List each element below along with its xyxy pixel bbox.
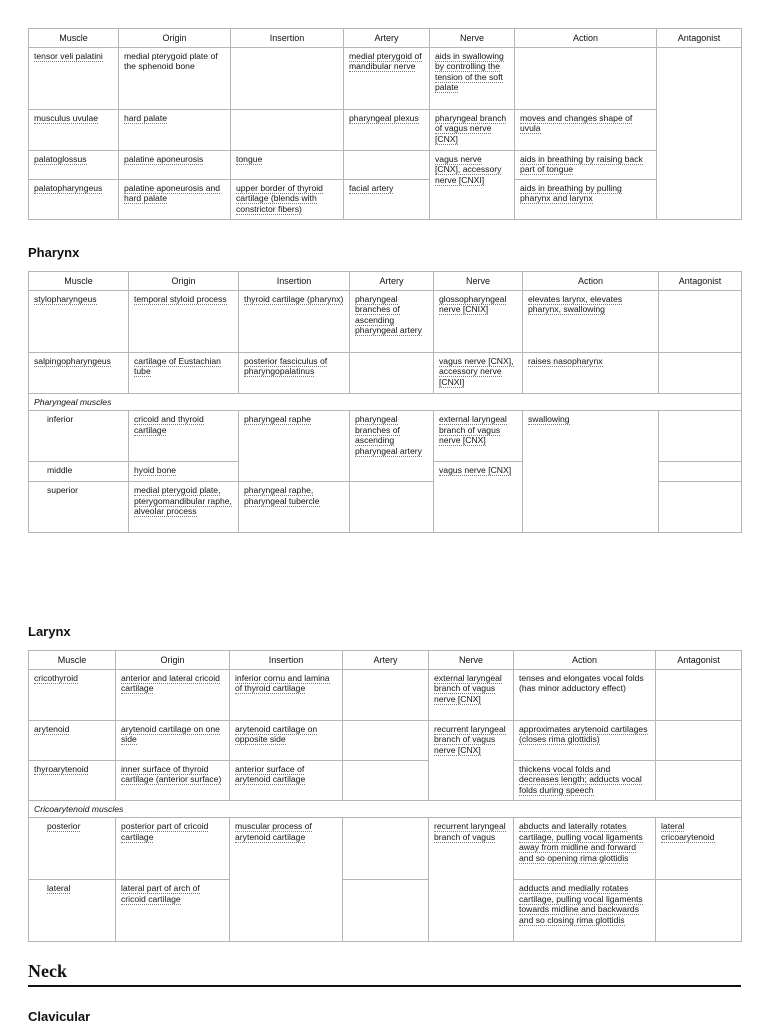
nerve-cell bbox=[434, 291, 523, 353]
insertion-cell bbox=[231, 110, 344, 151]
muscle-cell: superior bbox=[29, 482, 129, 533]
nerve-link[interactable]: external laryngeal branch of vagus nerve [CNX] bbox=[434, 673, 502, 704]
origin-link[interactable]: hard palate bbox=[124, 113, 168, 123]
insertion-cell bbox=[239, 411, 350, 482]
nerve-cell bbox=[429, 818, 514, 942]
action-cell bbox=[514, 880, 656, 942]
origin-cell bbox=[116, 761, 230, 801]
antagonist-cell bbox=[659, 291, 742, 353]
col-header-antagonist: Antagonist bbox=[657, 29, 742, 48]
muscle-link[interactable]: stylopharyngeus bbox=[34, 294, 97, 304]
artery-cell bbox=[350, 482, 434, 533]
action-link[interactable]: raises nasopharynx bbox=[528, 356, 603, 366]
nerve-cell bbox=[430, 151, 515, 220]
larynx-muscles-table bbox=[28, 650, 742, 942]
subheader-row bbox=[29, 394, 742, 411]
action-link[interactable]: approximates arytenoid cartilages (closes rima glottidis) bbox=[519, 724, 648, 745]
nerve-cell bbox=[434, 462, 523, 533]
origin-link[interactable]: hyoid bone bbox=[134, 465, 177, 476]
antagonist-cell bbox=[656, 880, 742, 942]
col-header-origin: Origin bbox=[119, 29, 231, 48]
muscle-cell bbox=[29, 48, 119, 110]
insertion-link[interactable]: upper border of thyroid cartilage (blends with constrictor fibers) bbox=[236, 183, 323, 214]
origin-link[interactable]: temporal styloid process bbox=[134, 294, 227, 304]
table-row bbox=[29, 818, 742, 880]
origin-cell bbox=[116, 880, 230, 942]
nerve-cell bbox=[429, 721, 514, 801]
action-cell bbox=[514, 818, 656, 880]
insertion-cell bbox=[239, 482, 350, 533]
nerve-link[interactable]: aids in swallowing by controlling the tension of the soft palate bbox=[435, 51, 504, 93]
muscle-link[interactable]: cricothyroid bbox=[34, 673, 78, 683]
col-header-antagonist: Antagonist bbox=[656, 651, 742, 670]
muscle-cell: inferior bbox=[29, 411, 129, 462]
insertion-link[interactable]: arytenoid cartilage on opposite side bbox=[235, 724, 318, 745]
table-row bbox=[29, 353, 742, 394]
col-header-origin: Origin bbox=[116, 651, 230, 670]
action-link[interactable]: thickens vocal folds and decreases length; adducts vocal folds during speech bbox=[519, 764, 642, 795]
insertion-link[interactable]: anterior surface of arytenoid cartilage bbox=[235, 764, 306, 785]
nerve-cell bbox=[430, 48, 515, 110]
nerve-link[interactable]: glossopharyngeal nerve [CNIX] bbox=[439, 294, 507, 315]
col-header-insertion: Insertion bbox=[231, 29, 344, 48]
insertion-cell bbox=[231, 48, 344, 110]
subheader-row bbox=[29, 801, 742, 818]
artery-cell bbox=[350, 353, 434, 394]
col-header-antagonist: Antagonist bbox=[659, 272, 742, 291]
artery-link[interactable]: pharyngeal branches of ascending pharyngeal artery bbox=[355, 414, 422, 456]
nerve-link[interactable]: pharyngeal branch of vagus nerve [CNX] bbox=[435, 113, 507, 144]
origin-link[interactable]: inner surface of thyroid cartilage (anterior surface) bbox=[121, 764, 222, 785]
col-header-nerve: Nerve bbox=[429, 651, 514, 670]
palate-muscles-table bbox=[28, 28, 742, 220]
col-header-artery: Artery bbox=[344, 29, 430, 48]
origin-link[interactable]: lateral part of arch of cricoid cartilage bbox=[121, 883, 200, 904]
col-header-artery: Artery bbox=[350, 272, 434, 291]
table-row bbox=[29, 110, 742, 151]
subheader-cricoarytenoid-muscles: Cricoarytenoid muscles bbox=[29, 801, 742, 818]
nerve-cell bbox=[434, 411, 523, 462]
artery-cell bbox=[344, 48, 430, 110]
insertion-link[interactable]: pharyngeal raphe, pharyngeal tubercle bbox=[244, 485, 320, 506]
artery-link[interactable]: facial artery bbox=[349, 183, 394, 193]
artery-link[interactable]: pharyngeal branches of ascending pharyngeal artery bbox=[355, 294, 422, 336]
origin-cell bbox=[116, 818, 230, 880]
section-divider bbox=[28, 985, 741, 987]
origin-cell bbox=[116, 670, 230, 721]
subheader-pharyngeal-muscles: Pharyngeal muscles bbox=[29, 394, 742, 411]
muscle-link[interactable]: thyroarytenoid bbox=[34, 764, 89, 774]
col-header-nerve: Nerve bbox=[434, 272, 523, 291]
artery-cell bbox=[350, 411, 434, 482]
origin-cell bbox=[129, 291, 239, 353]
antagonist-cell bbox=[659, 482, 742, 533]
artery-cell bbox=[343, 818, 429, 880]
muscle-cell bbox=[29, 353, 129, 394]
muscle-cell bbox=[29, 291, 129, 353]
antagonist-cell bbox=[656, 721, 742, 761]
muscle-cell bbox=[29, 151, 119, 180]
origin-link[interactable]: palatine aponeurosis bbox=[124, 154, 204, 164]
artery-cell bbox=[344, 151, 430, 180]
action-cell bbox=[523, 291, 659, 353]
action-cell bbox=[514, 761, 656, 801]
muscle-cell bbox=[29, 180, 119, 220]
artery-cell bbox=[344, 110, 430, 151]
action-cell bbox=[514, 721, 656, 761]
antagonist-cell bbox=[659, 411, 742, 462]
nerve-link[interactable]: vagus nerve [CNX], accessory nerve [CNXI] bbox=[439, 356, 514, 387]
nerve-link[interactable]: external laryngeal branch of vagus nerve [CNX] bbox=[439, 414, 507, 446]
table-row bbox=[29, 180, 742, 220]
origin-link[interactable]: posterior part of cricoid cartilage bbox=[121, 821, 209, 842]
nerve-link[interactable]: vagus nerve [CNX] bbox=[439, 465, 512, 476]
insertion-link[interactable]: muscular process of arytenoid cartilage bbox=[235, 821, 312, 842]
insertion-link[interactable]: posterior fasciculus of pharyngopalatinus bbox=[244, 356, 328, 377]
origin-link[interactable]: anterior and lateral cricoid cartilage bbox=[121, 673, 220, 694]
artery-cell bbox=[350, 291, 434, 353]
section-heading-pharynx: Pharynx bbox=[28, 245, 80, 260]
insertion-cell bbox=[239, 353, 350, 394]
muscle-link[interactable]: posterior bbox=[47, 821, 81, 832]
action-link[interactable]: moves and changes shape of uvula bbox=[520, 113, 633, 134]
antagonist-cell bbox=[656, 818, 742, 880]
artery-cell bbox=[343, 880, 429, 942]
insertion-cell bbox=[230, 670, 343, 721]
origin-cell bbox=[119, 151, 231, 180]
action-cell bbox=[515, 48, 657, 110]
col-header-action: Action bbox=[515, 29, 657, 48]
action-cell bbox=[515, 110, 657, 151]
table-header-row bbox=[29, 272, 742, 291]
table-header-row bbox=[29, 29, 742, 48]
muscle-cell bbox=[29, 818, 116, 880]
antagonist-link[interactable]: lateral cricoarytenoid bbox=[661, 821, 715, 842]
antagonist-cell bbox=[657, 48, 742, 220]
action-cell bbox=[523, 353, 659, 394]
table-row bbox=[29, 880, 742, 942]
nerve-cell bbox=[429, 670, 514, 721]
section-heading-neck: Neck bbox=[28, 961, 67, 981]
nerve-link[interactable]: recurrent laryngeal branch of vagus bbox=[434, 821, 506, 842]
muscle-cell bbox=[29, 670, 116, 721]
insertion-cell bbox=[230, 818, 343, 942]
insertion-link[interactable]: pharyngeal raphe bbox=[244, 414, 311, 425]
origin-cell bbox=[129, 462, 239, 482]
origin-cell: medial pterygoid plate of the sphenoid bone bbox=[119, 48, 231, 110]
antagonist-cell bbox=[659, 462, 742, 482]
nerve-cell bbox=[430, 110, 515, 151]
action-link[interactable]: swallowing bbox=[528, 414, 570, 425]
col-header-insertion: Insertion bbox=[230, 651, 343, 670]
muscle-link[interactable]: tensor veli palatini bbox=[34, 51, 103, 61]
table-header-row bbox=[29, 651, 742, 670]
table-row bbox=[29, 291, 742, 353]
pharynx-muscles-table bbox=[28, 271, 742, 533]
table-row bbox=[29, 151, 742, 180]
muscle-cell bbox=[29, 110, 119, 151]
insertion-cell bbox=[230, 721, 343, 761]
insertion-cell bbox=[230, 761, 343, 801]
action-cell bbox=[515, 180, 657, 220]
col-header-muscle: Muscle bbox=[29, 29, 119, 48]
table-row bbox=[29, 411, 742, 462]
artery-cell bbox=[343, 670, 429, 721]
action-link[interactable]: adducts and medially rotates cartilage, pulling vocal ligaments towards midline and backwards and so closing rima glottidis bbox=[519, 883, 643, 925]
origin-cell bbox=[116, 721, 230, 761]
origin-cell bbox=[129, 411, 239, 462]
muscle-cell: middle bbox=[29, 462, 129, 482]
muscle-cell bbox=[29, 880, 116, 942]
muscle-cell bbox=[29, 761, 116, 801]
origin-link[interactable]: palatine aponeurosis and hard palate bbox=[124, 183, 221, 204]
table-row bbox=[29, 670, 742, 721]
origin-link[interactable]: arytenoid cartilage on one side bbox=[121, 724, 220, 745]
action-cell: tenses and elongates vocal folds (has minor adductory effect) bbox=[514, 670, 656, 721]
action-cell bbox=[523, 411, 659, 533]
nerve-link[interactable]: recurrent laryngeal branch of vagus nerve [CNX] bbox=[434, 724, 506, 755]
table-row bbox=[29, 761, 742, 801]
muscle-link[interactable]: palatoglossus bbox=[34, 154, 87, 164]
muscle-cell bbox=[29, 721, 116, 761]
table-row bbox=[29, 48, 742, 110]
antagonist-cell bbox=[656, 670, 742, 721]
action-cell bbox=[515, 151, 657, 180]
artery-cell bbox=[344, 180, 430, 220]
col-header-muscle: Muscle bbox=[29, 272, 129, 291]
col-header-nerve: Nerve bbox=[430, 29, 515, 48]
action-link[interactable]: aids in breathing by raising back part of tongue bbox=[520, 154, 643, 175]
origin-link[interactable]: cricoid and thyroid cartilage bbox=[134, 414, 204, 435]
section-heading-clavicular: Clavicular bbox=[28, 1009, 91, 1024]
action-link[interactable]: elevates larynx, elevates pharynx, swallowing bbox=[528, 294, 623, 315]
artery-link[interactable]: pharyngeal plexus bbox=[349, 113, 419, 123]
insertion-cell bbox=[239, 291, 350, 353]
col-header-action: Action bbox=[514, 651, 656, 670]
col-header-origin: Origin bbox=[129, 272, 239, 291]
insertion-link[interactable]: inferior cornu and lamina of thyroid cartilage bbox=[235, 673, 330, 694]
antagonist-cell bbox=[659, 353, 742, 394]
artery-cell bbox=[343, 721, 429, 761]
col-header-insertion: Insertion bbox=[239, 272, 350, 291]
insertion-link[interactable]: thyroid cartilage (pharynx) bbox=[244, 294, 344, 304]
origin-cell bbox=[129, 353, 239, 394]
insertion-link[interactable]: tongue bbox=[236, 154, 263, 164]
action-link[interactable]: aids in breathing by pulling pharynx and larynx bbox=[520, 183, 622, 204]
origin-link[interactable]: cartilage of Eustachian tube bbox=[134, 356, 221, 377]
muscle-link[interactable]: arytenoid bbox=[34, 724, 70, 734]
section-heading-larynx: Larynx bbox=[28, 624, 71, 639]
nerve-cell bbox=[434, 353, 523, 394]
artery-link[interactable]: medial pterygoid of mandibular nerve bbox=[349, 51, 422, 72]
action-link[interactable]: abducts and laterally rotates cartilage, pulling vocal ligaments away from midline and forward and so opening rima glottidis bbox=[519, 821, 643, 863]
origin-cell bbox=[119, 180, 231, 220]
antagonist-cell bbox=[656, 761, 742, 801]
muscle-link[interactable]: musculus uvulae bbox=[34, 113, 99, 123]
muscle-link[interactable]: palatopharyngeus bbox=[34, 183, 103, 193]
origin-cell bbox=[119, 110, 231, 151]
col-header-action: Action bbox=[523, 272, 659, 291]
origin-link[interactable]: medial pterygoid plate, pterygomandibular raphe, alveolar process bbox=[134, 485, 232, 517]
table-row bbox=[29, 721, 742, 761]
artery-cell bbox=[343, 761, 429, 801]
insertion-cell bbox=[231, 151, 344, 180]
nerve-link[interactable]: vagus nerve [CNX], accessory nerve [CNXI] bbox=[435, 154, 502, 185]
muscle-link[interactable]: lateral bbox=[47, 883, 71, 894]
origin-cell bbox=[129, 482, 239, 533]
muscle-link[interactable]: salpingopharyngeus bbox=[34, 356, 111, 366]
col-header-muscle: Muscle bbox=[29, 651, 116, 670]
col-header-artery: Artery bbox=[343, 651, 429, 670]
insertion-cell bbox=[231, 180, 344, 220]
